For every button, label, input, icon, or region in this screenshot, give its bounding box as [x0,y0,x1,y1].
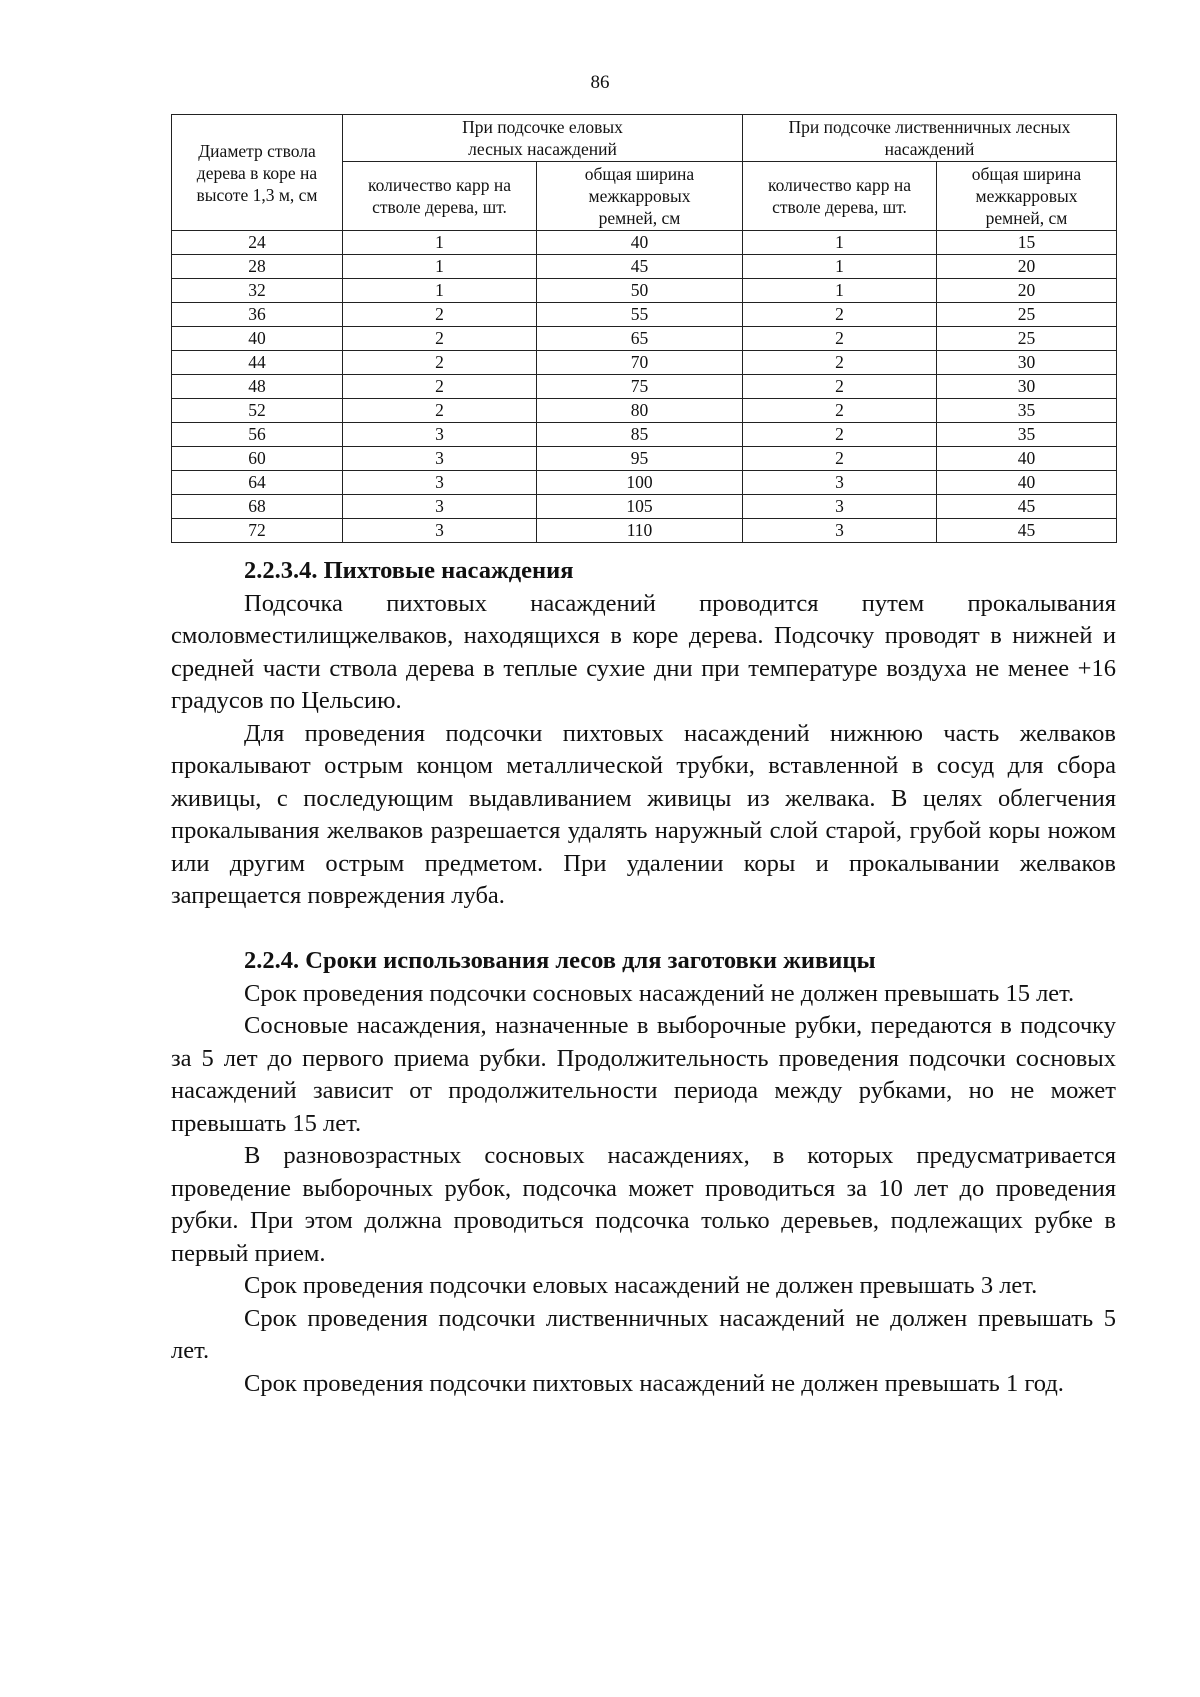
table-row [172,231,1117,255]
paragraph: Срок проведения подсочки пихтовых насаждений не должен превышать 1 год. [244,1369,1064,1397]
header-diameter: Диаметр ствола дерева в коре на высоте 1,3 м, см [172,115,343,231]
cell-diameter: 36 [172,303,343,327]
cell-diameter: 68 [172,495,343,519]
table-row [172,303,1117,327]
cell-spruce-width: 100 [537,471,743,495]
cell-larch-width: 30 [937,351,1117,375]
cell-larch-width: 15 [937,231,1117,255]
cell-larch-width: 40 [937,447,1117,471]
cell-spruce-width: 70 [537,351,743,375]
table-header [172,115,1117,231]
table-row [172,255,1117,279]
paragraph: Срок проведения подсочки еловых насаждений не должен превышать 3 лет. [244,1272,1038,1299]
table-row [172,447,1117,471]
cell-larch-width: 25 [937,327,1117,351]
cell-diameter: 64 [172,471,343,495]
table-row [172,495,1117,519]
cell-spruce-count: 2 [343,399,537,423]
cell-diameter: 32 [172,279,343,303]
cell-diameter: 40 [172,327,343,351]
cell-larch-count: 2 [743,327,937,351]
text-body [171,555,1116,1400]
cell-diameter: 56 [172,423,343,447]
cell-larch-count: 1 [743,231,937,255]
cell-larch-width: 25 [937,303,1117,327]
cell-spruce-width: 50 [537,279,743,303]
paragraph: Подсочка пихтовых насаждений проводится путем прокалывания смоловместилищжелваков, находящихся в коре дерева. Подсочку проводят в нижней и средней части ствола дерева в теплые сухие дни при температуре воздуха не менее +16 градусов по Цельсию. [171,589,1116,714]
cell-spruce-count: 1 [343,231,537,255]
cell-spruce-count: 2 [343,375,537,399]
cell-diameter: 24 [172,231,343,255]
cell-diameter: 72 [172,519,343,543]
cell-larch-count: 2 [743,423,937,447]
cell-spruce-width: 85 [537,423,743,447]
cell-larch-width: 40 [937,471,1117,495]
table-row [172,471,1117,495]
cell-larch-width: 45 [937,519,1117,543]
table-row [172,399,1117,423]
cell-diameter: 44 [172,351,343,375]
cell-spruce-count: 2 [343,303,537,327]
cell-larch-width: 20 [937,255,1117,279]
cell-spruce-width: 75 [537,375,743,399]
section-gap [171,913,1116,946]
cell-spruce-width: 65 [537,327,743,351]
cell-spruce-count: 3 [343,423,537,447]
paragraph: Срок проведения подсочки лиственничных насаждений не должен превышать 5 лет. [171,1304,1116,1364]
table-body [172,231,1117,543]
cell-larch-count: 2 [743,303,937,327]
cell-larch-width: 35 [937,423,1117,447]
paragraph: Срок проведения подсочки сосновых насаждений не должен превышать 15 лет. [244,979,1075,1007]
cell-spruce-width: 45 [537,255,743,279]
section-heading-2234: 2.2.3.4. Пихтовые насаждения [244,557,574,584]
cell-spruce-width: 95 [537,447,743,471]
cell-larch-count: 3 [743,471,937,495]
table-row [172,375,1117,399]
page-number: 86 [590,72,610,93]
paragraph: В разновозрастных сосновых насаждениях, в которых предусматривается проведение выборочных рубок, подсочка может проводиться за 10 лет до проведения рубки. При этом должна проводиться подсочка только деревьев, подлежащих рубке в первый прием. [171,1142,1116,1267]
cell-diameter: 28 [172,255,343,279]
paragraph: Сосновые насаждения, назначенные в выборочные рубки, передаются в подсочку за 5 лет до первого приема рубки. Продолжительность проведения подсочки сосновых насаждений зависит от продолжительности периода между рубками, но не может превышать 15 лет. [171,1012,1116,1137]
header-spruce-group: При подсочке еловых лесных насаждений [343,115,743,162]
paragraph: Для проведения подсочки пихтовых насаждений нижнюю часть желваков прокалывают острым концом металлической трубки, вставленной в сосуд для сбора живицы, с последующим выдавливанием живицы из желвака. В целях облегчения прокалывания желваков разрешается удалять наружный слой старой, грубой коры ножом или другим острым предметом. При удалении коры и прокалывании желваков запрещается повреждения луба. [171,719,1116,909]
cell-larch-count: 2 [743,447,937,471]
cell-spruce-count: 1 [343,279,537,303]
table-row [172,423,1117,447]
cell-spruce-count: 3 [343,471,537,495]
cell-spruce-count: 3 [343,495,537,519]
cell-spruce-count: 1 [343,255,537,279]
cell-diameter: 48 [172,375,343,399]
header-larch-count: количество карр на стволе дерева, шт. [743,162,937,231]
cell-larch-width: 20 [937,279,1117,303]
cell-spruce-width: 80 [537,399,743,423]
cell-spruce-count: 2 [343,351,537,375]
header-larch-width: общая ширина межкарровых ремней, см [937,162,1117,231]
cell-diameter: 60 [172,447,343,471]
cell-diameter: 52 [172,399,343,423]
section-heading-224: 2.2.4. Сроки использования лесов для заготовки живицы [244,947,876,974]
cell-larch-width: 35 [937,399,1117,423]
cell-spruce-width: 105 [537,495,743,519]
cell-larch-width: 45 [937,495,1117,519]
cell-larch-count: 2 [743,399,937,423]
header-spruce-width: общая ширина межкарровых ремней, см [537,162,743,231]
header-larch-group: При подсочке лиственничных лесных насаждений [743,115,1117,162]
cell-larch-count: 1 [743,255,937,279]
cell-larch-width: 30 [937,375,1117,399]
cell-spruce-count: 3 [343,519,537,543]
cell-larch-count: 2 [743,375,937,399]
cell-spruce-width: 40 [537,231,743,255]
cell-spruce-width: 110 [537,519,743,543]
cell-spruce-count: 3 [343,447,537,471]
header-spruce-count: количество карр на стволе дерева, шт. [343,162,537,231]
tapping-norms-table [171,114,1117,543]
cell-spruce-width: 55 [537,303,743,327]
cell-larch-count: 3 [743,495,937,519]
cell-larch-count: 2 [743,351,937,375]
table-row [172,327,1117,351]
table-row [172,351,1117,375]
table-row [172,519,1117,543]
cell-larch-count: 3 [743,519,937,543]
cell-larch-count: 1 [743,279,937,303]
cell-spruce-count: 2 [343,327,537,351]
table-row [172,279,1117,303]
